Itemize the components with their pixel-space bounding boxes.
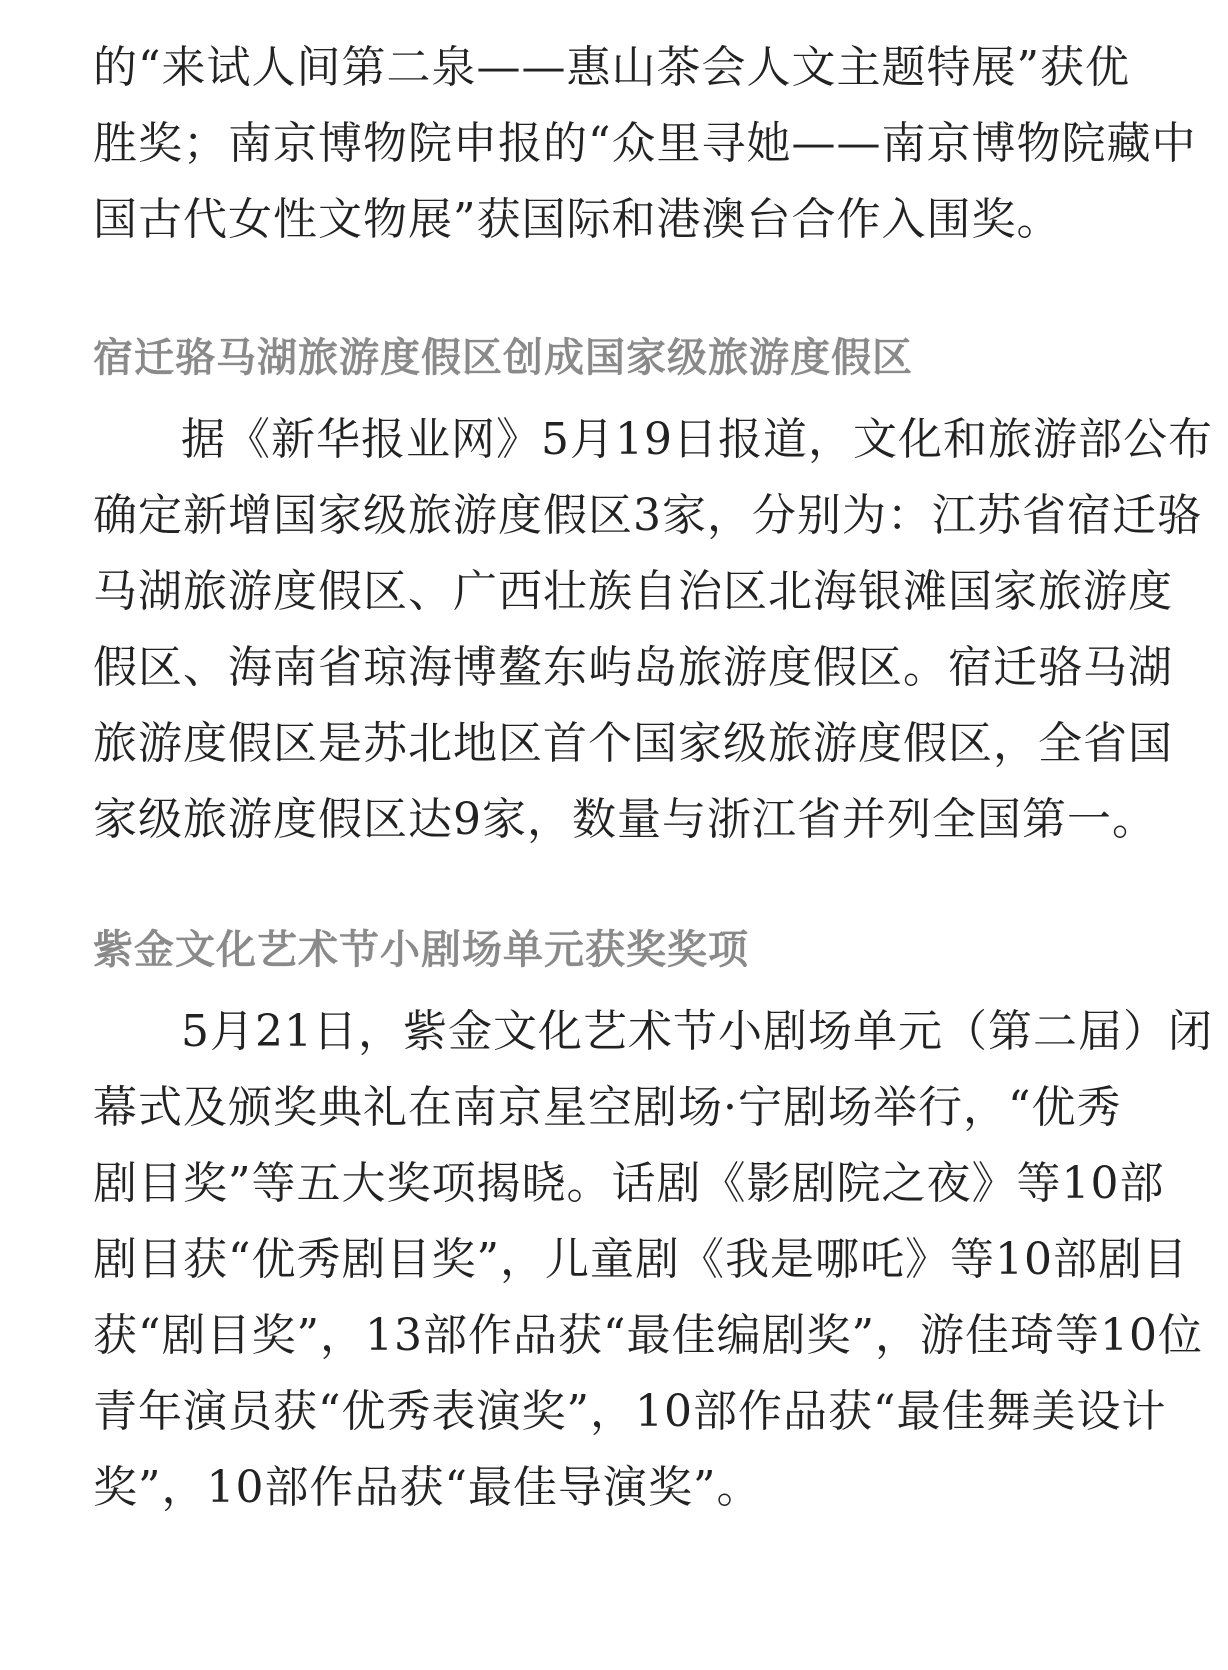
text-line: 奖”，10部作品获“最佳导演奖”。 xyxy=(93,1462,762,1513)
text-line: 马湖旅游度假区、广西壮族自治区北海银滩国家旅游度 xyxy=(93,566,1173,617)
text-line: 胜奖；南京博物院申报的“众里寻她——南京博物院藏中 xyxy=(93,118,1197,169)
text-line: 假区、海南省琼海博鳌东屿岛旅游度假区。宿迁骆马湖 xyxy=(93,642,1173,693)
section-zijin-festival-awards xyxy=(93,920,1213,1526)
text-line: 剧目奖”等五大奖项揭晓。话剧《影剧院之夜》等10部 xyxy=(93,1158,1165,1209)
text-line: 家级旅游度假区达9家，数量与浙江省并列全国第一。 xyxy=(93,794,1157,845)
text-line: 旅游度假区是苏北地区首个国家级旅游度假区，全省国 xyxy=(93,718,1173,769)
text-line: 据《新华报业网》5月19日报道，文化和旅游部公布 xyxy=(181,414,1213,465)
text-line: 获“剧目奖”，13部作品获“最佳编剧奖”，游佳琦等10位 xyxy=(93,1310,1203,1361)
text-line: 青年演员获“优秀表演奖”，10部作品获“最佳舞美设计 xyxy=(93,1386,1167,1437)
text-line: 5月21日，紫金文化艺术节小剧场单元（第二届）闭 xyxy=(181,1006,1213,1057)
section-heading: 宿迁骆马湖旅游度假区创成国家级旅游度假区 xyxy=(93,334,913,381)
text-line: 确定新增国家级旅游度假区3家，分别为：江苏省宿迁骆 xyxy=(93,490,1202,541)
text-line: 国古代女性文物展”获国际和港澳台合作入围奖。 xyxy=(93,194,1062,245)
text-line: 剧目获“优秀剧目奖”，儿童剧《我是哪吒》等10部剧目 xyxy=(93,1234,1188,1285)
text-line: 的“来试人间第二泉——惠山茶会人文主题特展”获优 xyxy=(93,42,1130,93)
document-page xyxy=(93,30,1213,1526)
section-heading: 紫金文化艺术节小剧场单元获奖奖项 xyxy=(93,926,749,973)
text-line: 幕式及颁奖典礼在南京星空剧场·宁剧场举行，“优秀 xyxy=(93,1082,1122,1133)
section-suqian-resort xyxy=(93,328,1213,858)
paragraph-continuation xyxy=(93,30,1197,258)
